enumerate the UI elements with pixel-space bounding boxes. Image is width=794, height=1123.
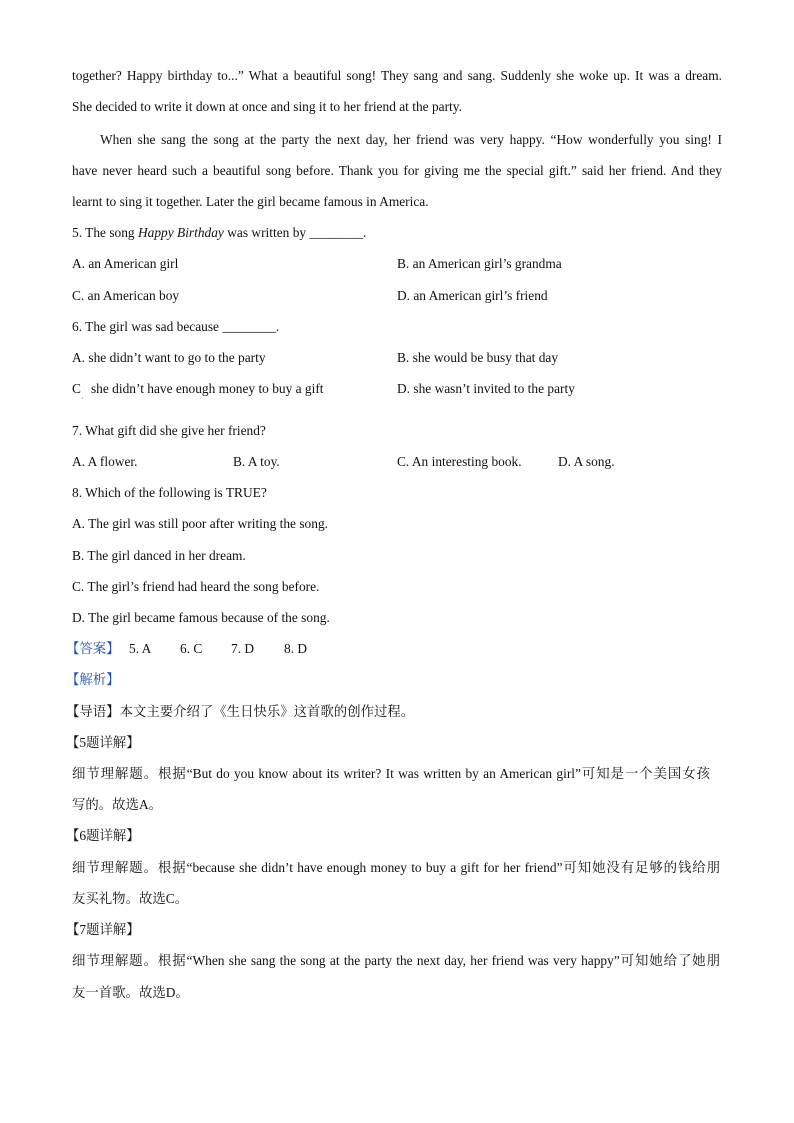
option-6a: A. she didn’t want to go to the party	[72, 350, 266, 365]
option-8c: C. The girl’s friend had heard the song before.	[72, 579, 320, 594]
question-8-stem: 8. Which of the following is TRUE?	[72, 485, 267, 500]
answer-5: 5. A	[129, 641, 152, 656]
option-8b: B. The girl danced in her dream.	[72, 548, 246, 563]
song-title: Happy Birthday	[137, 225, 224, 240]
detail-7-label: 【7题详解】	[66, 922, 140, 937]
passage-line: have never heard such a beautiful song before. Thank you for giving me the special gift.” said her friend. And they	[72, 163, 722, 178]
option-8d: D. The girl became famous because of the song.	[72, 610, 330, 625]
question-5-stem	[72, 223, 366, 243]
option-7c: C. An interesting book.	[397, 454, 522, 469]
option-6b: B. she would be busy that day	[397, 350, 559, 365]
option-8a: A. The girl was still poor after writing the song.	[72, 516, 328, 531]
detail-6-label: 【6题详解】	[66, 828, 140, 843]
answer-6: 6. C	[180, 641, 203, 656]
answer-8: 8. D	[284, 641, 308, 656]
scan-dot: ·	[81, 394, 84, 403]
passage-line: She decided to write it down at once and sing it to her friend at the party.	[72, 99, 462, 114]
detail-6-text: 友买礼物。故选C。	[72, 891, 189, 906]
option-5d: D. an American girl’s friend	[397, 288, 548, 303]
passage-line: When she sang the song at the party the next day, her friend was very happy. “How wonderfully you sing! I	[100, 132, 722, 147]
intro-line	[66, 702, 414, 722]
option-5c: C. an American boy	[72, 288, 180, 303]
question-text: was written by ________.	[223, 225, 367, 240]
passage-line: learnt to sing it together. Later the girl became famous in America.	[72, 194, 429, 209]
answer-7: 7. D	[231, 641, 255, 656]
passage-line: together? Happy birthday to...” What a beautiful song! They sang and sang. Suddenly she woke up. It was a dream.	[72, 68, 722, 83]
detail-7-text: 友一首歌。故选D。	[72, 985, 189, 1000]
question-6-stem: 6. The girl was sad because ________.	[72, 319, 280, 334]
question-text: 5. The song	[72, 225, 138, 240]
intro-text: 本文主要介绍了《生日快乐》这首歌的创作过程。	[119, 704, 415, 719]
option-7a: A. A flower.	[72, 454, 138, 469]
question-7-stem: 7. What gift did she give her friend?	[72, 423, 266, 438]
option-7b: B. A toy.	[233, 454, 280, 469]
intro-label: 【导语】	[66, 704, 120, 719]
detail-6-text: 细节理解题。根据“because she didn’t have enough money to buy a gift for her friend”可知她没有足够的钱给朋	[72, 860, 720, 875]
detail-5-label: 【5题详解】	[66, 735, 140, 750]
option-6d: D. she wasn’t invited to the party	[397, 381, 575, 396]
option-6c: C she didn’t have enough money to buy a gift	[72, 381, 324, 396]
option-7d: D. A song.	[558, 454, 615, 469]
analysis-label: 【解析】	[66, 672, 120, 687]
detail-5-text: 细节理解题。根据“But do you know about its writer? It was written by an American girl”可知是一个美国女孩	[72, 766, 710, 781]
option-5a: A. an American girl	[72, 256, 179, 271]
answer-label: 【答案】	[66, 641, 120, 656]
detail-7-text: 细节理解题。根据“When she sang the song at the party the next day, her friend was very happy”可知她给了她朋	[72, 953, 720, 968]
option-5b: B. an American girl’s grandma	[397, 256, 562, 271]
detail-5-text: 写的。故选A。	[72, 797, 163, 812]
